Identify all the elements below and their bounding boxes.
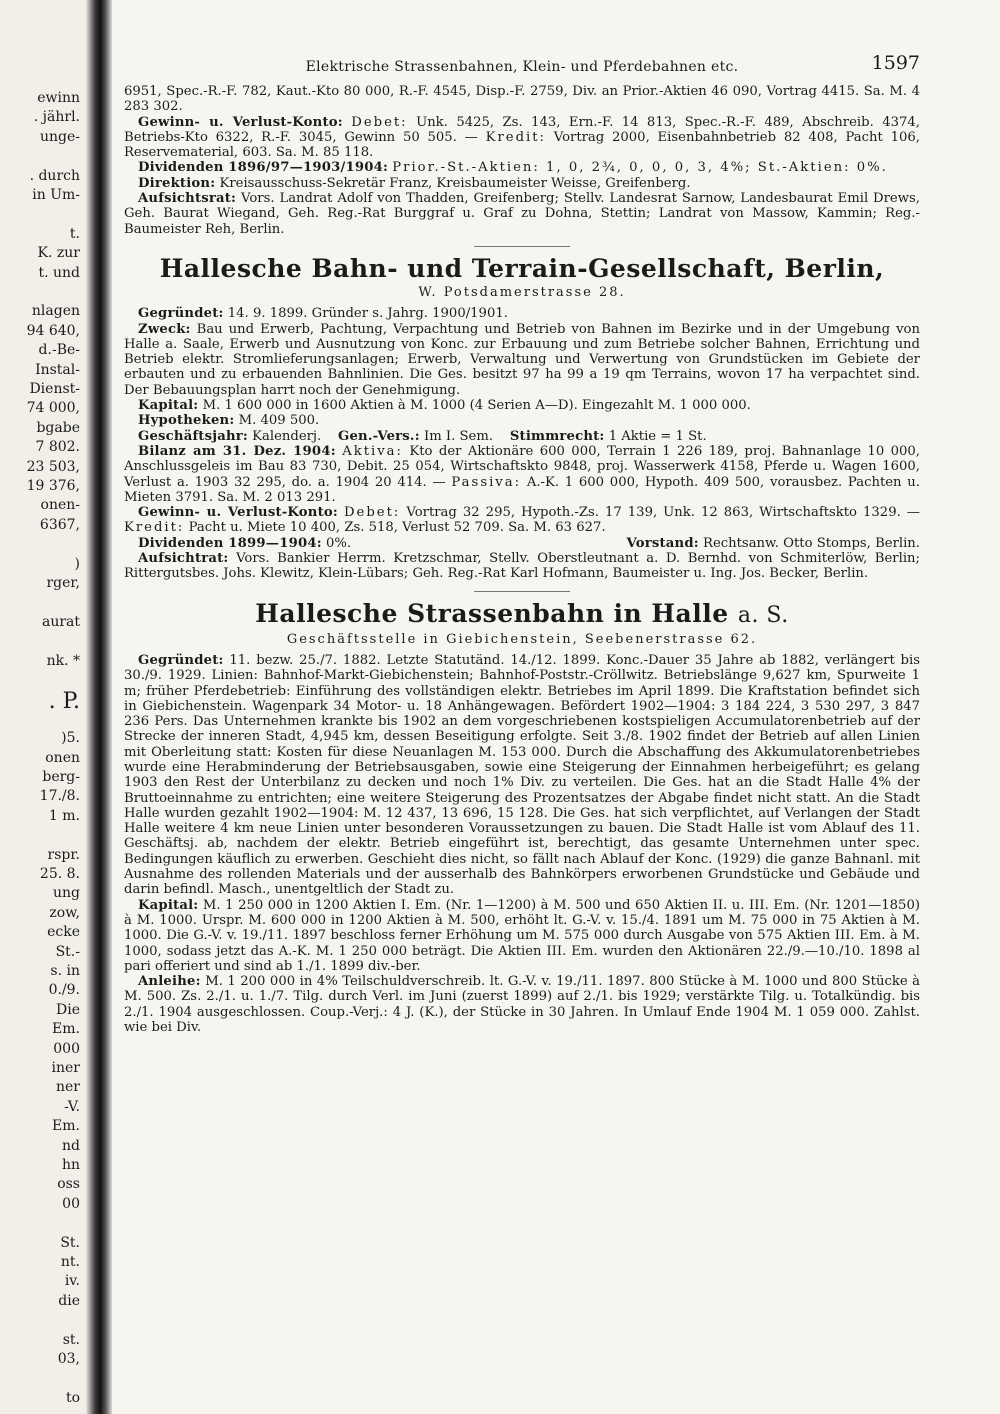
previous-page-fragment: Die: [56, 1001, 80, 1018]
executive-board: [613, 536, 921, 551]
mortgages-text: M. 409 500.: [238, 413, 320, 429]
previous-page-fragment: aurat: [41, 613, 80, 630]
previous-page-fragment: die: [58, 1292, 80, 1309]
capital-text: M. 1 600 000 in 1600 Aktien à M. 1000 (4 Serien A—D). Eingezahlt M. 1 000 000.: [202, 398, 751, 414]
purpose-label: Zweck:: [138, 321, 191, 337]
previous-page-fragment: . P.: [48, 689, 80, 715]
dividends-text: 0%.: [325, 535, 352, 551]
supervisory-board: [124, 191, 920, 237]
supervisory-board-label: Aufsichtsrat:: [138, 191, 237, 207]
previous-page-fragment: 7 802.: [35, 439, 80, 456]
previous-page-fragment: Em.: [52, 1118, 80, 1135]
capital-label: Kapital:: [138, 897, 199, 913]
entry-address: Geschäftsstelle in Giebichenstein, Seebenerstrasse 62.: [286, 631, 758, 647]
voting-right-text: 1 Aktie = 1 St.: [608, 428, 707, 444]
dividends: [124, 160, 920, 175]
previous-page-fragment: 1 m.: [48, 807, 80, 824]
previous-page-fragment: t.: [69, 225, 80, 242]
debet-text: Vortrag 32 295, Hypoth.-Zs. 17 139, Unk. 12 863, Wirtschaftskto 1329. —: [406, 505, 920, 521]
kredit-label: Kredit:: [124, 520, 185, 536]
founded-text: 14. 9. 1899. Gründer s. Jahrg. 1900/1901.: [227, 306, 508, 322]
founded-text: 11. bezw. 25./7. 1882. Letzte Statutänd. 14./12. 1899. Konc.-Dauer 35 Jahre ab 1882, verlängert bis 30./9. 1929. Linien: Bahnhof-Markt-Giebichenstein; Bahnhof-Poststr.-Cröllwitz. Betriebslänge 9,627 km, Spurweite 1 m; früher Pferdebetrieb: Einführung des vollständigen elektr. Betriebes im April 1899. Die Kraftstation befindet sich in Giebichenstein. Wagenpark 34 Motor- u. 18 Anhängewagen. Befördert 1902—1904: 3 184 224, 3 530 297, 3 847 236 Pers. Das Unternehmen krankte bis 1902 an dem vorgeschriebenen kostspieligen Accumulatorenbetrieb auf der Strecke der inneren Stadt, 4,945 km, dessen Beseitigung erfolgte. Seit 3./8. 1902 findet der Betrieb auf allen Linien mit Oberleitung statt: Kosten für diese Neuanlagen M. 153 000. Durch die Abschaffung des Akkumulatorenbetriebes wurde eine Herabminderung der Betriebsausgaben, sowie eine Steigerung der Einnahmen herbeigeführt; es gelang 1903 den Rest der Unterbilanz zu decken und noch 1% Div. zu verteilen. Die Ges. hat an die Stadt Halle 4% der Bruttoeinnahme zu entrichten; eine weitere Steigerung des Prozentsatzes der Abgabe findet nicht statt. An die Stadt Halle wurden gezahlt 1902—1904: M. 12 437, 13 696, 15 128. Die Ges. hat sich verpflichtet, auf Verlangen der Stadt Halle weitere 4 km neue Linien unter besonderen Voraussetzungen zu bauen. Die Stadt Halle ist vom Ablauf des 11. Geschäftsj. ab, nachdem der elektr. Betrieb eingeführt ist, berechtigt, das gesamte Unternehmen unter spec. Bedingungen käuflich zu erwerben. Geschieht dies nicht, so fällt nach Ablauf der Konc. (1929) die ganze Bahnanl. mit Ausnahme des rollenden Materials und der ausserhalb des Bahnkörpers erworbenen Grundstücke und Gebäude und darin befindl. Masch., unentgeltlich der Stadt zu.: [124, 652, 920, 898]
previous-page-fragment: . durch: [29, 167, 80, 184]
entry-address: W. Potsdamerstrasse 28.: [418, 284, 626, 300]
profit-loss-account: [124, 115, 920, 161]
founded: [124, 653, 920, 898]
previous-page-fragment: nt.: [60, 1254, 80, 1270]
dividends-board-line: [124, 536, 920, 551]
previous-page-fragment: -V.: [64, 1098, 80, 1115]
running-head: [124, 50, 920, 84]
dividends-label: Dividenden 1896/97—1903/1904:: [138, 160, 389, 176]
previous-page-fragment: 000: [53, 1040, 80, 1057]
supervisory-board-text: Vors. Bankier Herrm. Kretzschmar, Stellv. Oberstleutnant a. D. Bernhd. von Schmiterlöw, Berlin; Rittergutsbes. Johs. Klewitz, Klein-Lübars; Geh. Reg.-Rat Karl Hofmann, Baumeister u. Ing. Jos. Becker, Berlin.: [124, 551, 920, 582]
passiva-text: A.-K. 1 600 000, Hypoth. 409 500, vorausbez. Pachten u. Mieten 3791. Sa. M. 2 013 291.: [124, 474, 920, 505]
previous-page-fragment: to: [65, 1389, 80, 1406]
entry-hallesche-bahn-terrain: [124, 255, 920, 582]
previous-page-fragment: onen: [45, 749, 80, 766]
previous-page-fragment: st.: [62, 1331, 80, 1348]
previous-page-fragment: nlagen: [31, 303, 80, 320]
balance-sheet: [124, 444, 920, 505]
previous-page-fragment: 0./9.: [48, 982, 80, 999]
previous-page-fragment: St.-: [55, 943, 80, 960]
balance-continuation: 6951, Spec.-R.-F. 782, Kaut.-Kto 80 000, R.-F. 4545, Disp.-F. 2759, Div. an Prior.-Aktien 46 090, Vortrag 4415. Sa. M. 4 283 302.: [124, 84, 920, 115]
previous-page-fragment: 23 503,: [26, 458, 80, 475]
mortgages: [124, 413, 920, 428]
general-meeting-text: Im I. Sem.: [424, 428, 494, 444]
debet-label: Debet:: [351, 114, 408, 130]
voting-right-label: Stimmrecht:: [509, 428, 605, 444]
previous-page-fragment: 00: [62, 1195, 80, 1212]
previous-page-fragment: Dienst-: [29, 381, 80, 397]
general-meeting-label: Gen.-Vers.:: [338, 428, 420, 444]
supervisory-board: [124, 551, 920, 582]
passiva-label: Passiva:: [451, 474, 522, 490]
profit-loss-account: [124, 505, 920, 536]
section-divider: [474, 591, 570, 592]
previous-page-fragment: s. in: [50, 963, 80, 979]
previous-page-fragment: 94 640,: [26, 322, 80, 339]
balance-sheet-label: Bilanz am 31. Dez. 1904:: [138, 443, 336, 459]
entry-title: [124, 600, 920, 630]
previous-page-fragment: t. und: [38, 264, 80, 281]
entry-title-main: Hallesche Strassenbahn in Halle: [255, 598, 729, 628]
previous-page-fragment: 17./8.: [39, 788, 80, 805]
previous-page-fragment: )5.: [61, 730, 80, 747]
previous-page-fragment: in Um-: [32, 187, 80, 203]
previous-page-fragment: iv.: [64, 1273, 80, 1290]
previous-page-fragment: K. zur: [37, 245, 80, 262]
previous-page-fragment: nk. *: [46, 652, 80, 669]
previous-page-fragment: ): [74, 555, 80, 572]
profit-loss-label: Gewinn- u. Verlust-Konto:: [138, 114, 343, 130]
previous-page-fragment: ner: [56, 1079, 80, 1096]
bond-loan: [124, 974, 920, 1035]
previous-page-fragment: zow,: [49, 904, 80, 921]
dividends-text: Prior.-St.-Aktien: 1, 0, 2¾, 0, 0, 0, 3, 4%; St.-Aktien: 0%.: [392, 160, 888, 176]
dividends-label: Dividenden 1899—1904:: [138, 535, 322, 551]
previous-page-fragment: St.: [60, 1234, 80, 1251]
bond-loan-label: Anleihe:: [138, 974, 201, 990]
running-head-title: Elektrische Strassenbahnen, Klein- und Pferdebahnen etc.: [305, 59, 739, 75]
previous-page-fragment: unge-: [39, 128, 80, 145]
previous-page-fragment: ewinn: [37, 90, 80, 106]
previous-page-fragment: 6367,: [39, 516, 80, 533]
dividends: [124, 536, 351, 551]
mortgages-label: Hypotheken:: [138, 413, 235, 429]
aktiva-text: Kto der Aktionäre 600 000, Terrain 1 226 189, proj. Bahnanlage 10 000, Anschlussgeleis im Bau 83 730, Debit. 25 054, Wirtschaftskto 9848, proj. Wasserwerk 4158, Pferde u. Wagen 1600, Verlust a. 1903 32 295, do. a. 1904 20 414. —: [124, 443, 920, 490]
direction: [124, 176, 920, 191]
previous-page-fragment: 19 376,: [26, 478, 80, 494]
previous-page-fragment: Instal-: [35, 361, 80, 378]
previous-page-margin: [0, 0, 86, 1414]
business-year-line: [124, 429, 920, 444]
book-gutter: [86, 0, 112, 1414]
business-year-text: Kalenderj.: [252, 428, 322, 444]
previous-page-fragment: 03,: [57, 1351, 80, 1367]
bond-loan-text: M. 1 200 000 in 4% Teilschuldverschreib. lt. G.-V. v. 19./11. 1897. 800 Stücke à M. 1000 und 800 Stücke à M. 500. Zs. 2./1. u. 1./7. Tilg. durch Verl. im Juni (zuerst 1899) auf 2./1. bis 1929; verstärkte Tilg. u. Totalkündig. bis 2./1. 1904 ausgeschlossen. Coup.-Verj.: 4 J. (K.), der Stücke in 30 Jahren. In Umlauf Ende 1904 M. 1 059 000. Zahlst. wie bei Div.: [124, 974, 920, 1036]
previous-page-fragment: berg-: [42, 769, 80, 785]
previous-page-fragment: rger,: [46, 575, 80, 591]
previous-page-fragment: Em.: [52, 1021, 80, 1038]
section-divider: [474, 246, 570, 247]
previous-page-fragment: hn: [61, 1157, 80, 1173]
previous-page-fragment: ecke: [47, 924, 80, 941]
direction-text: Kreisausschuss-Sekretär Franz, Kreisbaumeister Weisse, Greifenberg.: [219, 175, 691, 191]
page-content: [124, 50, 920, 1035]
founded: [124, 306, 920, 321]
previous-page-fragment: oss: [57, 1176, 80, 1193]
previous-page-fragment: 74 000,: [26, 400, 80, 417]
founded-label: Gegründet:: [138, 652, 224, 668]
supervisory-board-label: Aufsichtrat:: [138, 551, 229, 567]
business-year-label: Geschäftsjahr:: [138, 428, 248, 444]
debet-label: Debet:: [343, 505, 401, 521]
kredit-label: Kredit:: [485, 129, 546, 145]
debet-text: Unk. 5425, Zs. 143, Ern.-F. 14 813, Spec.-R.-F. 489, Abschreib. 4374, Betriebs-Kto 6322, R.-F. 3045, Gewinn 50 505. —: [124, 114, 920, 145]
aktiva-label: Aktiva:: [342, 443, 403, 459]
entry-title-location: a. S.: [737, 602, 789, 628]
kredit-text: Vortrag 2000, Eisenbahnbetrieb 82 408, Pacht 106, Reservematerial, 603. Sa. M. 85 118.: [124, 129, 920, 161]
previous-page-fragment: nd: [62, 1137, 80, 1154]
executive-board-label: Vorstand:: [626, 535, 699, 551]
purpose: [124, 322, 920, 398]
direction-label: Direktion:: [138, 175, 216, 191]
executive-board-text: Rechtsanw. Otto Stomps, Berlin.: [703, 535, 920, 551]
capital-label: Kapital:: [138, 398, 199, 414]
founded-label: Gegründet:: [138, 306, 224, 322]
previous-page-fragment: . jährl.: [33, 109, 80, 126]
previous-page-fragment: iner: [51, 1060, 80, 1076]
entry-hallesche-strassenbahn: [124, 600, 920, 1036]
capital: [124, 398, 920, 413]
previous-page-fragment: onen-: [40, 497, 80, 514]
page-number: 1597: [871, 52, 920, 74]
previous-page-fragment: ung: [53, 885, 80, 902]
purpose-text: Bau und Erwerb, Pachtung, Verpachtung und Betrieb von Bahnen im Bezirke und in der Umgebung von Halle a. Saale, Erwerb und Ausnutzung von Konc. zur Erbauung und zum Betriebe solcher Bahnen, Errichtung und Betrieb elektr. Stromlieferungsanlagen; Erwerb, Verwaltung und Verwertung von Grundstücken im Gebiete der erbauten und zu erbauenden Bahnlinien. Die Ges. besitzt 97 ha 99 a 19 qm Terrains, wovon 17 ha verpachtet sind. Der Bebauungsplan harrt noch der Genehmigung.: [124, 321, 920, 398]
previous-page-fragment: 25. 8.: [39, 866, 80, 882]
capital-text: M. 1 250 000 in 1200 Aktien I. Em. (Nr. 1—1200) à M. 500 und 650 Aktien II. u. III. Em. (Nr. 1201—1850) à M. 1000. Urspr. M. 600 000 in 1200 Aktien à M. 500, erhöht lt. G.-V. v. 15./4. 1891 um M. 75 000 in 75 Aktien à M. 1000. Die G.-V. v. 19./11. 1897 beschloss ferner Erhöhung um M. 575 000 durch Ausgabe von 575 Aktien III. Em. à M. 1000, sodass jetzt das A.-K. M. 1 250 000 beträgt. Die Aktien III. Em. wurden den Aktionären 22./9.—10./10. 1898 al pari offeriert und sind ab 1./1. 1899 div.-ber.: [124, 897, 920, 974]
profit-loss-label: Gewinn- u. Verlust-Konto:: [138, 505, 338, 521]
previous-page-fragment: rspr.: [47, 846, 80, 863]
kredit-text: Pacht u. Miete 10 400, Zs. 518, Verlust 52 709. Sa. M. 63 627.: [188, 520, 606, 536]
previous-page-fragment: d.-Be-: [38, 342, 80, 359]
supervisory-board-text: Vors. Landrat Adolf von Thadden, Greifenberg; Stellv. Landesrat Sarnow, Landesbaurat Emil Drews, Geh. Baurat Wiegand, Geh. Reg.-Rat Burggraf u. Graf zu Dohna, Stettin; Landrat von Massow, Kammin; Reg.-Baumeister Reh, Berlin.: [124, 191, 920, 237]
previous-page-fragment: bgabe: [36, 419, 80, 436]
entry-continuation: [124, 84, 920, 237]
entry-title: Hallesche Bahn- und Terrain-Gesellschaft, Berlin,: [159, 253, 885, 283]
capital: [124, 898, 920, 974]
